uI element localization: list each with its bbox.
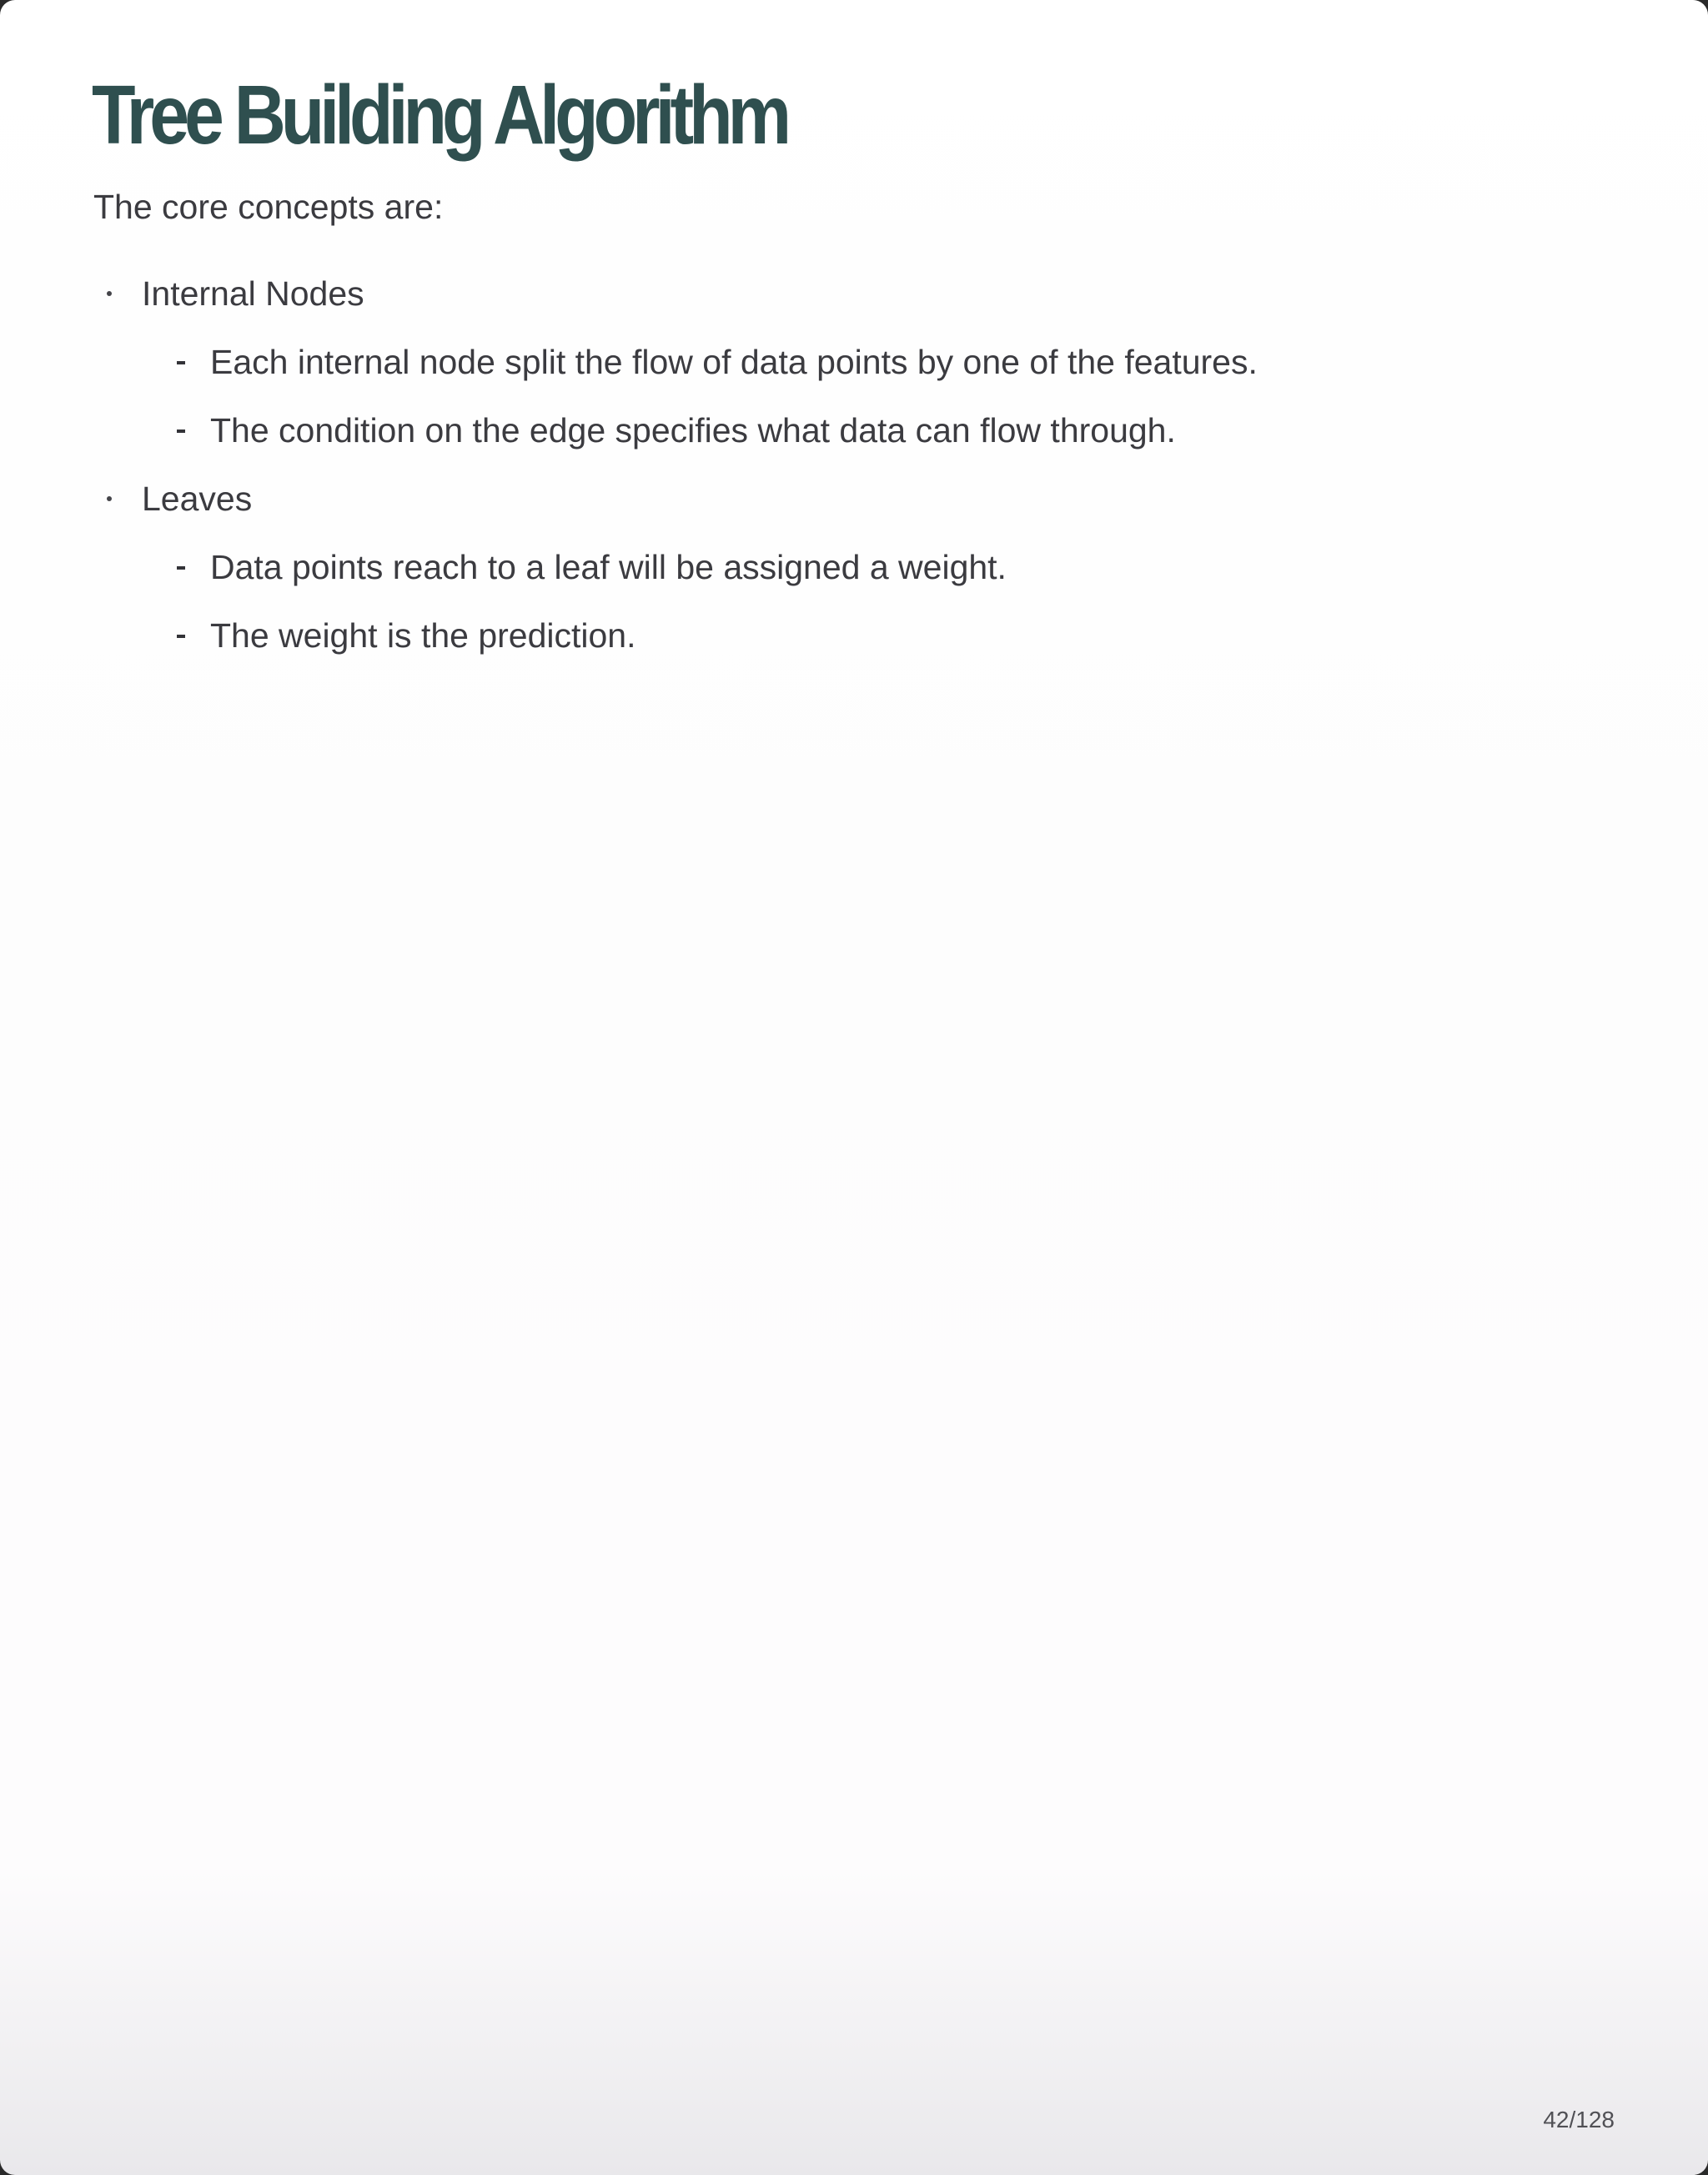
- intro-text: The core concepts are:: [93, 188, 444, 226]
- list-item-label: Internal Nodes: [142, 274, 364, 313]
- sub-list-item-text: The weight is the prediction.: [210, 616, 636, 655]
- dash-bullet-icon: [177, 429, 185, 433]
- sub-list-item-text: Data points reach to a leaf will be assigned a weight.: [210, 548, 1007, 586]
- dash-bullet-icon: [177, 361, 185, 364]
- list-item-label: Leaves: [142, 480, 253, 518]
- bullet-dot-icon: [107, 291, 112, 296]
- sub-list-item-text: The condition on the edge specifies what data can flow through.: [210, 411, 1176, 450]
- dash-bullet-icon: [177, 635, 185, 638]
- dash-bullet-icon: [177, 566, 185, 570]
- page-number: 42/128: [1543, 2107, 1615, 2132]
- sub-list-item-text: Each internal node split the flow of data points by one of the features.: [210, 343, 1258, 381]
- bullet-dot-icon: [107, 496, 112, 501]
- slide-title: Tree Building Algorithm: [92, 68, 787, 162]
